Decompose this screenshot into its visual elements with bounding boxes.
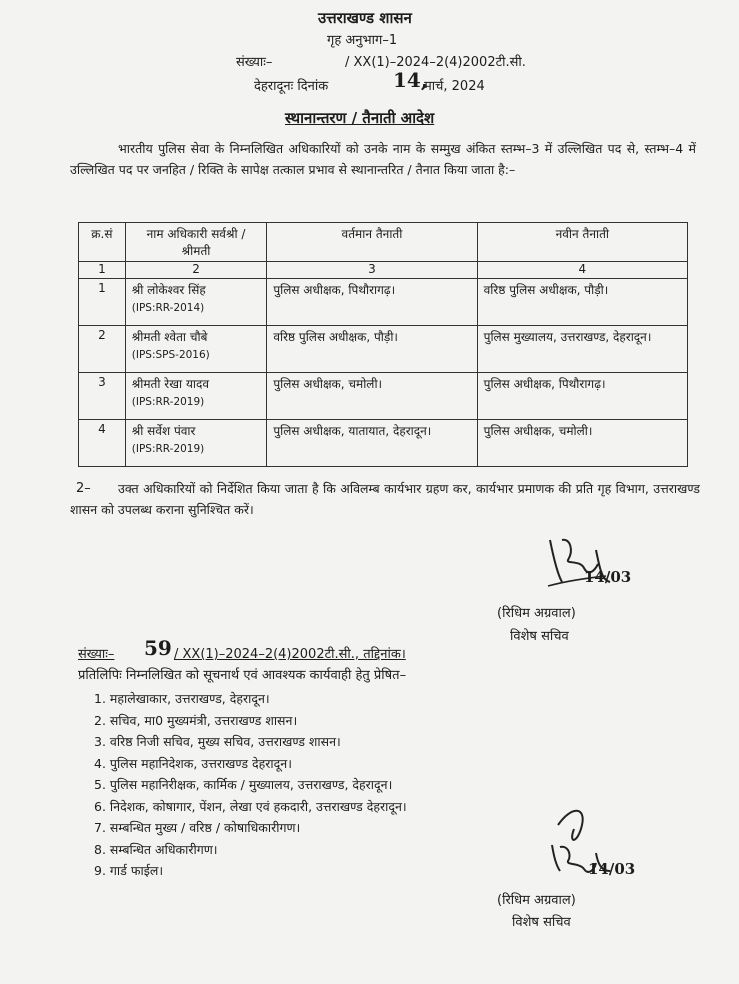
row-new: वरिष्ठ पुलिस अधीक्षक, पौड़ी। [477, 279, 687, 326]
list-item: 9. गार्ड फाईल। [94, 863, 164, 878]
list-item: 4. पुलिस महानिदेशक, उत्तराखण्ड देहरादून। [94, 755, 292, 771]
officer-name: श्रीमती रेखा यादव [131, 377, 210, 391]
table-row [79, 373, 688, 420]
signature-date-2: 14/03 [588, 860, 636, 878]
list-item: 7. सम्बन्धित मुख्य / वरिष्ठ / कोषाधिकारीगण। [94, 820, 301, 835]
colnum-2: 2 [125, 262, 267, 279]
ref-label: संख्याः– [236, 55, 273, 70]
column-number-row [79, 262, 688, 279]
list-item: 8. सम्बन्धित अधिकारीगण। [94, 841, 218, 857]
header-name: नाम अधिकारी सर्वश्री / श्रीमती [125, 223, 267, 262]
ref-number: / XX(1)–2024–2(4)2002टी.सी. [345, 55, 526, 70]
govt-name: उत्तराखण्ड शासन [318, 9, 412, 27]
order-title: स्थानान्तरण / तैनाती आदेश [285, 109, 435, 127]
officer-batch: (IPS:RR-2014) [131, 302, 205, 314]
row-current: पुलिस अधीक्षक, पिथौरागढ़। [267, 279, 477, 326]
row-sn: 4 [79, 420, 126, 467]
row-name-cell [125, 420, 267, 467]
officer-name: श्रीमती श्वेता चौबे [131, 330, 208, 344]
colnum-1: 1 [79, 262, 126, 279]
officer-batch: (IPS:RR-2019) [131, 396, 205, 408]
officer-batch: (IPS:RR-2019) [131, 443, 205, 455]
signatory-name-2: (रिधिम अग्रवाल) [497, 893, 576, 908]
section-name: गृह अनुभाग–1 [327, 33, 398, 48]
para2-number: 2– [76, 481, 91, 496]
row-name-cell [125, 373, 267, 420]
list-item: 2. सचिव, मा0 मुख्यमंत्री, उत्तराखण्ड शासन। [94, 712, 298, 728]
list-item: 5. पुलिस महानिरीक्षक, कार्मिक / मुख्यालय, उत्तराखण्ड, देहरादून। [94, 777, 393, 792]
copy-ref-rest: / XX(1)–2024–2(4)2002टी.सी., तद्दिनांक। [174, 647, 406, 662]
signatory-designation-1: विशेष सचिव [510, 629, 569, 644]
para2-text: उक्त अधिकारियों को निर्देशित किया जाता है कि अविलम्ब कार्यभार ग्रहण कर, कार्यभार प्रमाणक की प्रति गृह विभाग, उत्तराखण्ड शासन को उपलब्ध कराना सुनिश्चित करें। [70, 481, 700, 517]
date-place: देहरादूनः दिनांक [254, 79, 329, 94]
row-sn: 3 [79, 373, 126, 420]
officer-name: श्री सर्वेश पंवार [131, 424, 196, 438]
row-current: वरिष्ठ पुलिस अधीक्षक, पौड़ी। [267, 326, 477, 373]
table-header-row [79, 223, 688, 262]
row-current: पुलिस अधीक्षक, यातायात, देहरादून। [267, 420, 477, 467]
list-item: 6. निदेशक, कोषागार, पेंशन, लेखा एवं हकदारी, उत्तराखण्ड देहरादून। [94, 798, 407, 814]
table-row [79, 279, 688, 326]
row-sn: 2 [79, 326, 126, 373]
row-sn: 1 [79, 279, 126, 326]
header-new: नवीन तैनाती [477, 223, 687, 262]
signature-date-1: 14/03 [584, 568, 632, 586]
signature-mark-1 [540, 520, 650, 600]
list-item: 1. महालेखाकार, उत्तराखण्ड, देहरादून। [94, 691, 270, 706]
copy-recipient-list [94, 688, 407, 882]
copy-ref-label: संख्याः– [78, 647, 115, 662]
row-name-cell [125, 326, 267, 373]
intro-paragraph: भारतीय पुलिस सेवा के निम्नलिखित अधिकारियों को उनके नाम के सम्मुख अंकित स्तम्भ–3 में उल्लिखित पद से, स्तम्भ–4 में उल्लिखित पद पर जनहित / रिक्ति के सापेक्ष तत्काल प्रभाव से स्थानान्तरित / तैनात किया जाता है:– [70, 141, 696, 177]
officer-name: श्री लोकेश्वर सिंह [131, 283, 206, 297]
copy-line: प्रतिलिपिः निम्नलिखित को सूचनार्थ एवं आवश्यक कार्यवाही हेतु प्रेषित– [78, 668, 407, 683]
date-day: 14, [393, 68, 428, 92]
date-month-year: मार्च, 2024 [424, 79, 485, 94]
row-name-cell [125, 279, 267, 326]
copy-ref-number: 59 [144, 636, 172, 660]
colnum-4: 4 [477, 262, 687, 279]
row-current: पुलिस अधीक्षक, चमोली। [267, 373, 477, 420]
header-sn: क्र.सं [79, 223, 126, 262]
table-row [79, 420, 688, 467]
header-current: वर्तमान तैनाती [267, 223, 477, 262]
signatory-designation-2: विशेष सचिव [512, 915, 571, 930]
officer-batch: (IPS:SPS-2016) [131, 349, 210, 361]
colnum-3: 3 [267, 262, 477, 279]
signatory-name-1: (रिधिम अग्रवाल) [497, 606, 576, 621]
table-row [79, 326, 688, 373]
row-new: पुलिस मुख्यालय, उत्तराखण्ड, देहरादून। [477, 326, 687, 373]
list-item: 3. वरिष्ठ निजी सचिव, मुख्य सचिव, उत्तराखण्ड शासन। [94, 734, 341, 749]
row-new: पुलिस अधीक्षक, चमोली। [477, 420, 687, 467]
transfer-table [78, 222, 688, 467]
row-new: पुलिस अधीक्षक, पिथौरागढ़। [477, 373, 687, 420]
